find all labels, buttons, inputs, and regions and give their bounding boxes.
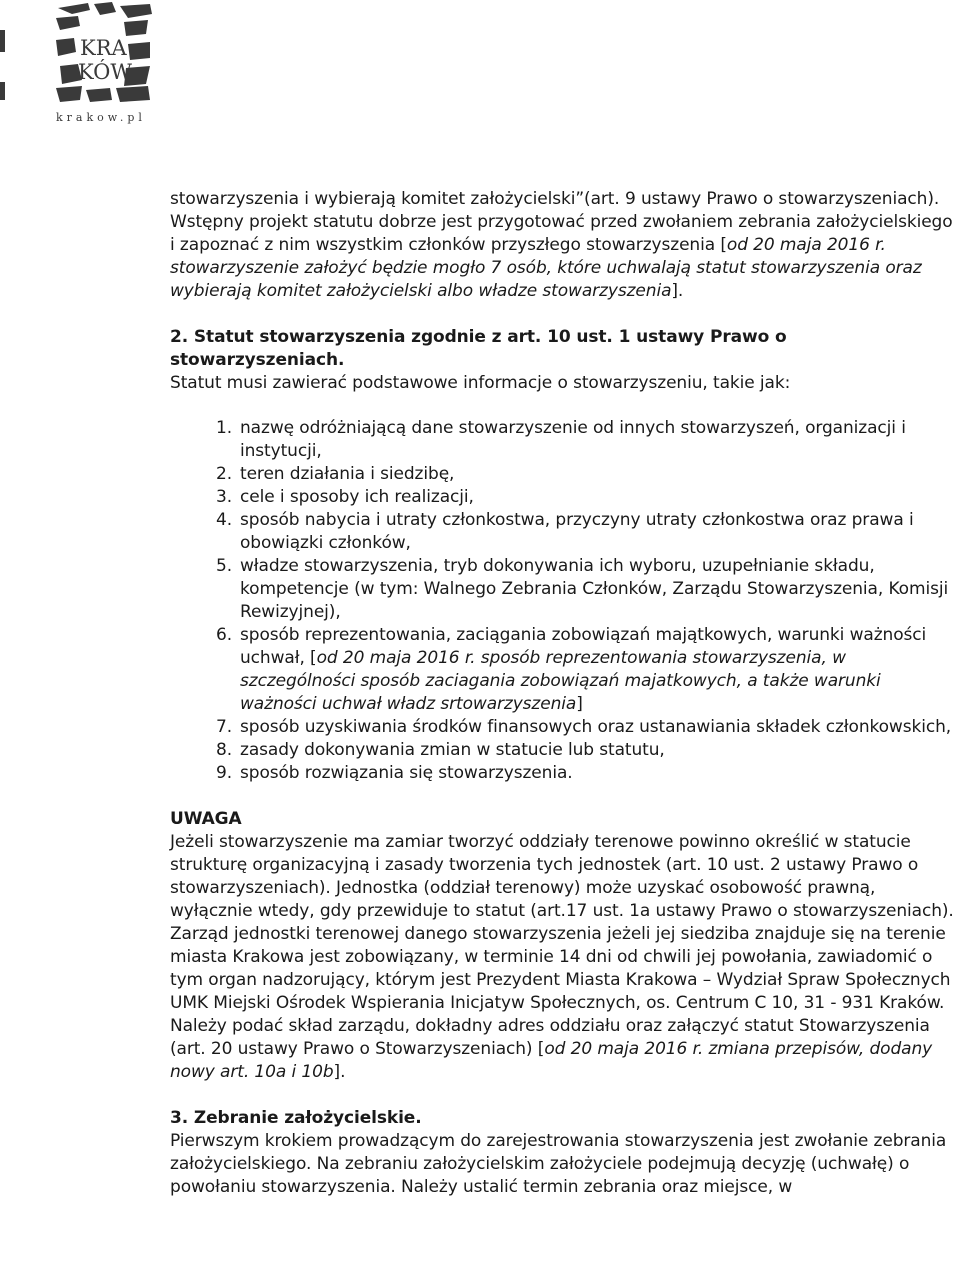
list-item-text: cele i sposoby ich realizacji, xyxy=(240,487,474,507)
list-item xyxy=(170,555,960,624)
list-item-text: sposób reprezentowania, zaciągania zobowiązań majątkowych, warunki ważności uchwał, [ xyxy=(240,625,927,668)
list-item-text: władze stowarzyszenia, tryb dokonywania ich wyboru, uzupełnianie składu, kompetencje (w tym: Walnego Zebrania Członków, Zarządu Stowarzyszenia, Komisji Rewizyjnej), xyxy=(240,556,949,622)
uwaga-body-2-text: Należy podać skład zarządu, dokładny adres oddziału oraz załączyć statut Stowarzyszenia (art. 20 ustawy Prawo o Stowarzyszeniach) [ xyxy=(170,1016,930,1059)
uwaga-body-2-end: ]. xyxy=(333,1062,346,1082)
list-item-text: nazwę odróżniającą dane stowarzyszenie od innych stowarzyszeń, organizacji i instytucji, xyxy=(240,418,906,461)
uwaga-body: Jeżeli stowarzyszenie ma zamiar tworzyć oddziały terenowe powinno określić w statucie strukturę organizacyjną i zasady tworzenia tych jednostek (art. 10 ust. 2 ustawy Prawo o stowarzyszeniach). Jednostka (oddział terenowy) może uzyskać osobowość prawną, wyłącznie wtedy, gdy przewiduje to statut (art.17 ust. 1a ustawy Prawo o stowarzyszeniach). Zarząd jednostki terenowej danego stowarzyszenia jeżeli jej siedziba znajduje się na terenie miasta Krakowa jest zobowiązany, w terminie 14 dni od chwili jej powołania, zawiadomić o tym organ nadzorujący, którym jest Prezydent Miasta Krakowa – Wydział Spraw Społecznych UMK Miejski Ośrodek Wspierania Inicjatyw Społecznych, os. Centrum C 10, 31 - 931 Kraków. xyxy=(170,832,954,1013)
list-item-number: 1. xyxy=(216,418,233,438)
intro-italic-note: od 20 maja 2016 r. stowarzyszenie założyć będzie mogło 7 osób, które uchwalają statut stowarzyszenia oraz wybierają komitet założycielski albo władze stowarzyszenia xyxy=(170,235,922,301)
list-item-end: ] xyxy=(576,694,583,714)
list-item xyxy=(170,509,960,555)
list-item-text: sposób rozwiązania się stowarzyszenia. xyxy=(240,763,573,783)
krakow-logo xyxy=(0,0,170,130)
section2-heading: 2. Statut stowarzyszenia zgodnie z art. 10 ust. 1 ustawy Prawo o stowarzyszeniach. xyxy=(170,327,787,370)
uwaga-heading: UWAGA xyxy=(170,809,242,829)
list-item xyxy=(170,486,960,509)
list-item-text: teren działania i siedzibę, xyxy=(240,464,455,484)
list-item xyxy=(170,624,960,716)
uwaga-body-2 xyxy=(170,1015,960,1084)
logo-url: krakow.pl xyxy=(56,111,146,124)
list-item-number: 5. xyxy=(216,556,233,576)
list-item xyxy=(170,716,960,739)
logo-line1: KRA xyxy=(80,36,127,60)
statute-requirements-list xyxy=(170,417,960,785)
list-item-italic-note: od 20 maja 2016 r. sposób reprezentowania stowarzyszenia, w szczególności sposób zaciagania zobowiązań majatkowych, a także warunki ważności uchwał władz srtowarzyszenia xyxy=(240,648,881,714)
list-item-text: sposób uzyskiwania środków finansowych oraz ustanawiania składek członkowskich, xyxy=(240,717,952,737)
list-item-number: 4. xyxy=(216,510,233,530)
list-item-number: 9. xyxy=(216,763,233,783)
list-item-number: 2. xyxy=(216,464,233,484)
list-item-text: sposób nabycia i utraty członkostwa, przyczyny utraty członkostwa oraz prawa i obowiązki członków, xyxy=(240,510,914,553)
intro-end: ]. xyxy=(671,281,684,301)
logo-line2: KÓW xyxy=(78,60,132,84)
uwaga-body-2-italic: od 20 maja 2016 r. zmiana przepisów, dodany nowy art. 10a i 10b xyxy=(170,1039,933,1082)
intro-paragraph xyxy=(170,188,960,303)
list-item-number: 6. xyxy=(216,625,233,645)
list-item-number: 3. xyxy=(216,487,233,507)
list-item-text: zasady dokonywania zmian w statucie lub statutu, xyxy=(240,740,665,760)
krakow-logo-graphic xyxy=(0,0,170,130)
section3-body: Pierwszym krokiem prowadzącym do zarejestrowania stowarzyszenia jest zwołanie zebrania założycielskiego. Na zebraniu założycielskim założyciele podejmują decyzję (uchwałę) o powołaniu stowarzyszenia. Należy ustalić termin zebrania oraz miejsce, w xyxy=(170,1131,947,1197)
list-item xyxy=(170,762,960,785)
intro-text: stowarzyszenia i wybierają komitet założycielski”(art. 9 ustawy Prawo o stowarzyszeniach). Wstępny projekt statutu dobrze jest przygotować przed zwołaniem zebrania założycielskiego i zapoznać z nim wszystkim członków przyszłego stowarzyszenia [ xyxy=(170,189,953,255)
list-item xyxy=(170,417,960,463)
list-item xyxy=(170,463,960,486)
section2-intro: Statut musi zawierać podstawowe informacje o stowarzyszeniu, takie jak: xyxy=(170,373,791,393)
list-item-number: 7. xyxy=(216,717,233,737)
section3-heading: 3. Zebranie założycielskie. xyxy=(170,1108,422,1128)
list-item-number: 8. xyxy=(216,740,233,760)
document-content xyxy=(170,188,960,1199)
list-item xyxy=(170,739,960,762)
